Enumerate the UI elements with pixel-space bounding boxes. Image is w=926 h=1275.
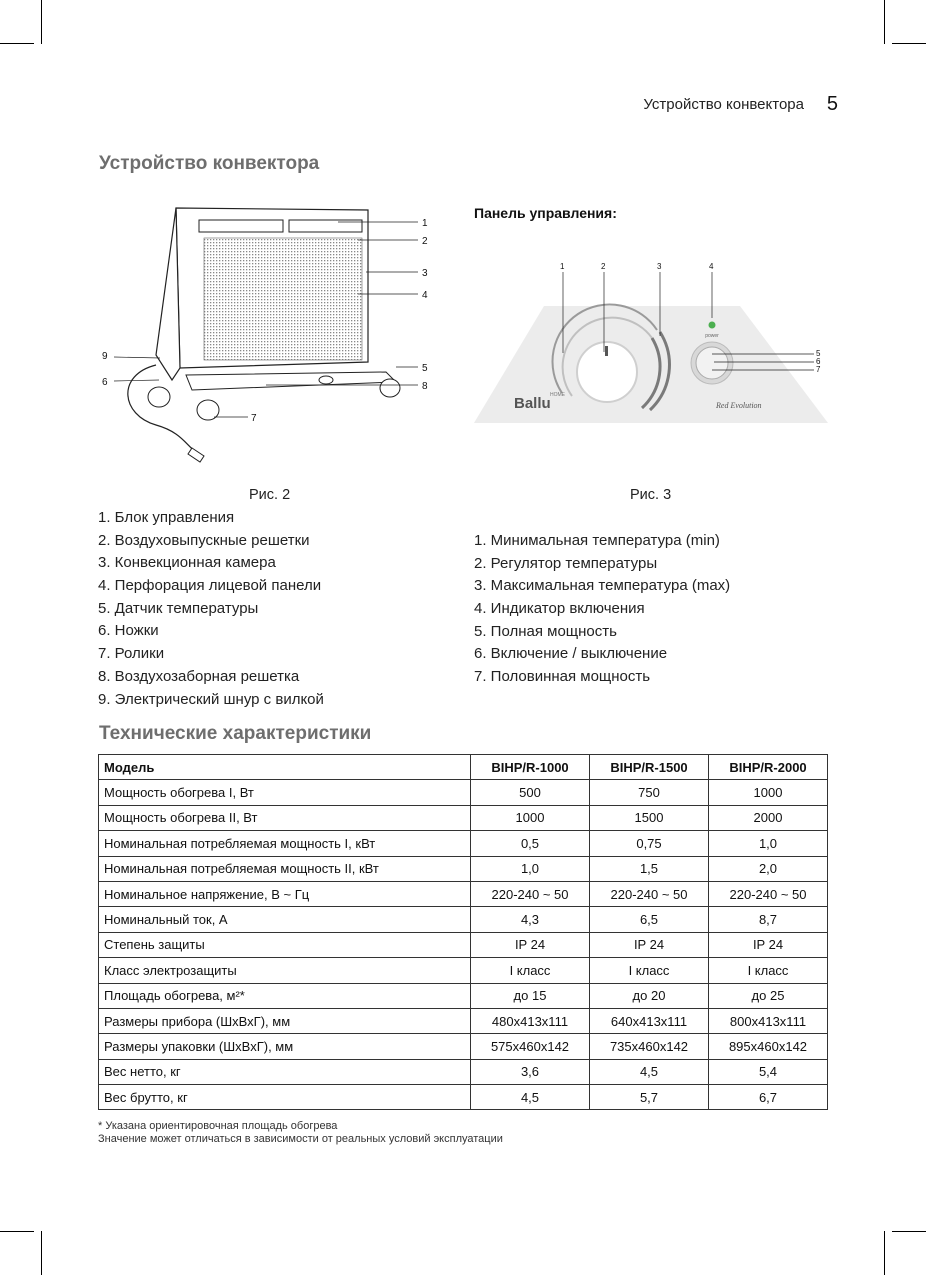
series-signature: Red Evolution: [716, 401, 762, 410]
callout-2: 2: [601, 262, 606, 271]
power-indicator: [709, 322, 716, 329]
table-cell: 2000: [709, 805, 828, 830]
list-item: 2. Регулятор температуры: [474, 554, 658, 572]
table-cell: Площадь обогрева, м²*: [99, 983, 471, 1008]
table-cell: 640х413х111: [590, 1008, 709, 1033]
crop-mark: [0, 43, 34, 44]
section-title-device: Устройство конвектора: [99, 153, 320, 174]
table-row: [99, 805, 828, 830]
page-number: 5: [826, 93, 838, 115]
table-cell: 800х413х111: [709, 1008, 828, 1033]
side-panel: [156, 208, 180, 380]
table-row: [99, 907, 828, 932]
list-item: 7. Ролики: [98, 645, 165, 663]
table-cell: 1000: [709, 780, 828, 805]
table-cell: 1,0: [471, 856, 590, 881]
table-cell: 480х413х111: [471, 1008, 590, 1033]
list-item: 4. Перфорация лицевой панели: [98, 577, 322, 595]
table-cell: 4,3: [471, 907, 590, 932]
table-cell: Номинальная потребляемая мощность I, кВт: [99, 831, 471, 856]
base: [186, 372, 396, 390]
brand-logo: Ballu: [514, 395, 551, 412]
callout-6: 6: [102, 377, 108, 388]
crop-mark: [884, 0, 885, 44]
table-cell: IP 24: [471, 932, 590, 957]
crop-mark: [41, 1231, 42, 1275]
callout-7: 7: [816, 365, 821, 374]
table-row: [99, 983, 828, 1008]
callout-5: 5: [816, 349, 821, 358]
table-cell: Размеры прибора (ШхВхГ), мм: [99, 1008, 471, 1033]
table-cell: 735х460х142: [590, 1034, 709, 1059]
list-item: 5. Полная мощность: [474, 622, 617, 640]
svg-text:HOME: HOME: [550, 392, 565, 398]
footnote: [98, 1120, 503, 1146]
list-item: 6. Ножки: [98, 622, 159, 640]
callout-1: 1: [422, 218, 428, 229]
footnote-line-1: * Указана ориентировочная площадь обогрева: [98, 1120, 338, 1132]
table-cell: Степень защиты: [99, 932, 471, 957]
table-cell: Номинальная потребляемая мощность II, кВт: [99, 856, 471, 881]
control-panel-title: Панель управления:: [474, 205, 617, 221]
table-header-cell: BIHP/R-1500: [590, 755, 709, 780]
table-cell: 6,5: [590, 907, 709, 932]
table-header-cell: Модель: [99, 755, 471, 780]
list-item: 5. Датчик температуры: [98, 599, 259, 617]
running-header: Устройство конвектора: [643, 96, 804, 113]
table-cell: Мощность обогрева II, Вт: [99, 805, 471, 830]
table-cell: Номинальный ток, А: [99, 907, 471, 932]
list-item: 9. Электрический шнур с вилкой: [98, 690, 324, 708]
list-item: 6. Включение / выключение: [474, 645, 668, 663]
table-cell: 750: [590, 780, 709, 805]
table-cell: 1,5: [590, 856, 709, 881]
table-cell: 4,5: [590, 1059, 709, 1084]
table-row: [99, 831, 828, 856]
table-cell: 575х460х142: [471, 1034, 590, 1059]
table-cell: Вес брутто, кг: [99, 1085, 471, 1110]
table-cell: 0,75: [590, 831, 709, 856]
callout-3: 3: [422, 268, 428, 279]
callout-6: 6: [816, 357, 821, 366]
table-cell: I класс: [709, 958, 828, 983]
specs-table: [98, 754, 828, 1110]
table-cell: 4,5: [471, 1085, 590, 1110]
table-cell: 1000: [471, 805, 590, 830]
table-cell: IP 24: [709, 932, 828, 957]
table-row: [99, 932, 828, 957]
crop-mark: [41, 0, 42, 44]
list-item: 2. Воздуховыпускные решетки: [98, 531, 310, 549]
convector-diagram: [96, 200, 444, 475]
table-cell: 5,4: [709, 1059, 828, 1084]
table-row: [99, 881, 828, 906]
table-cell: I класс: [471, 958, 590, 983]
table-cell: 6,7: [709, 1085, 828, 1110]
front-perforation: [204, 238, 362, 360]
table-row: [99, 856, 828, 881]
list-item: 3. Максимальная температура (max): [474, 577, 731, 595]
figure-3-caption: Рис. 3: [630, 487, 672, 503]
table-row: [99, 1008, 828, 1033]
figure-2-caption: Рис. 2: [249, 487, 291, 503]
crop-mark: [0, 1231, 34, 1232]
power-cord: [128, 365, 196, 452]
list-item: 8. Воздухозаборная решетка: [98, 667, 300, 685]
crop-mark: [892, 43, 926, 44]
table-cell: 1,0: [709, 831, 828, 856]
table-row: [99, 1034, 828, 1059]
list-item: 3. Конвекционная камера: [98, 554, 276, 572]
table-cell: Класс электрозащиты: [99, 958, 471, 983]
callout-1: 1: [560, 262, 565, 271]
callout-9: 9: [102, 351, 108, 362]
list-item: 1. Блок управления: [98, 509, 235, 526]
crop-mark: [884, 1231, 885, 1275]
table-cell: 895х460х142: [709, 1034, 828, 1059]
table-cell: до 25: [709, 983, 828, 1008]
table-cell: 220-240 ~ 50: [471, 881, 590, 906]
table-cell: Размеры упаковки (ШхВхГ), мм: [99, 1034, 471, 1059]
table-cell: 500: [471, 780, 590, 805]
table-cell: до 20: [590, 983, 709, 1008]
callout-7: 7: [251, 413, 257, 424]
table-cell: 2,0: [709, 856, 828, 881]
table-cell: 8,7: [709, 907, 828, 932]
fig2-legend: [98, 507, 324, 711]
table-cell: 220-240 ~ 50: [709, 881, 828, 906]
table-row: [99, 958, 828, 983]
callout-5: 5: [422, 363, 428, 374]
table-cell: до 15: [471, 983, 590, 1008]
roller-left: [148, 387, 170, 407]
table-row: [99, 1085, 828, 1110]
power-label: power: [705, 333, 719, 339]
table-cell: 220-240 ~ 50: [590, 881, 709, 906]
table-cell: 3,6: [471, 1059, 590, 1084]
table-cell: 1500: [590, 805, 709, 830]
plug: [188, 448, 204, 462]
table-cell: Номинальное напряжение, В ~ Гц: [99, 881, 471, 906]
callout-4: 4: [709, 262, 714, 271]
table-cell: IP 24: [590, 932, 709, 957]
table-cell: I класс: [590, 958, 709, 983]
table-header-cell: BIHP/R-1000: [471, 755, 590, 780]
table-row: [99, 1059, 828, 1084]
table-cell: Мощность обогрева I, Вт: [99, 780, 471, 805]
section-title-specs: Технические характеристики: [99, 723, 372, 744]
callout-3: 3: [657, 262, 662, 271]
roller-right: [380, 379, 400, 397]
control-panel-diagram: [474, 258, 834, 433]
footnote-line-2: Значение может отличаться в зависимости от реальных условий эксплуатации: [98, 1133, 503, 1145]
table-row: [99, 780, 828, 805]
crop-mark: [892, 1231, 926, 1232]
table-header-row: [99, 755, 828, 780]
list-item: 7. Половинная мощность: [474, 668, 651, 686]
fig3-legend: [474, 530, 730, 689]
table-cell: 0,5: [471, 831, 590, 856]
callout-2: 2: [422, 236, 428, 247]
callout-8: 8: [422, 381, 428, 392]
list-item: 1. Минимальная температура (min): [474, 532, 720, 549]
table-cell: Вес нетто, кг: [99, 1059, 471, 1084]
table-cell: 5,7: [590, 1085, 709, 1110]
list-item: 4. Индикатор включения: [474, 600, 645, 618]
table-header-cell: BIHP/R-2000: [709, 755, 828, 780]
callout-4: 4: [422, 290, 428, 301]
